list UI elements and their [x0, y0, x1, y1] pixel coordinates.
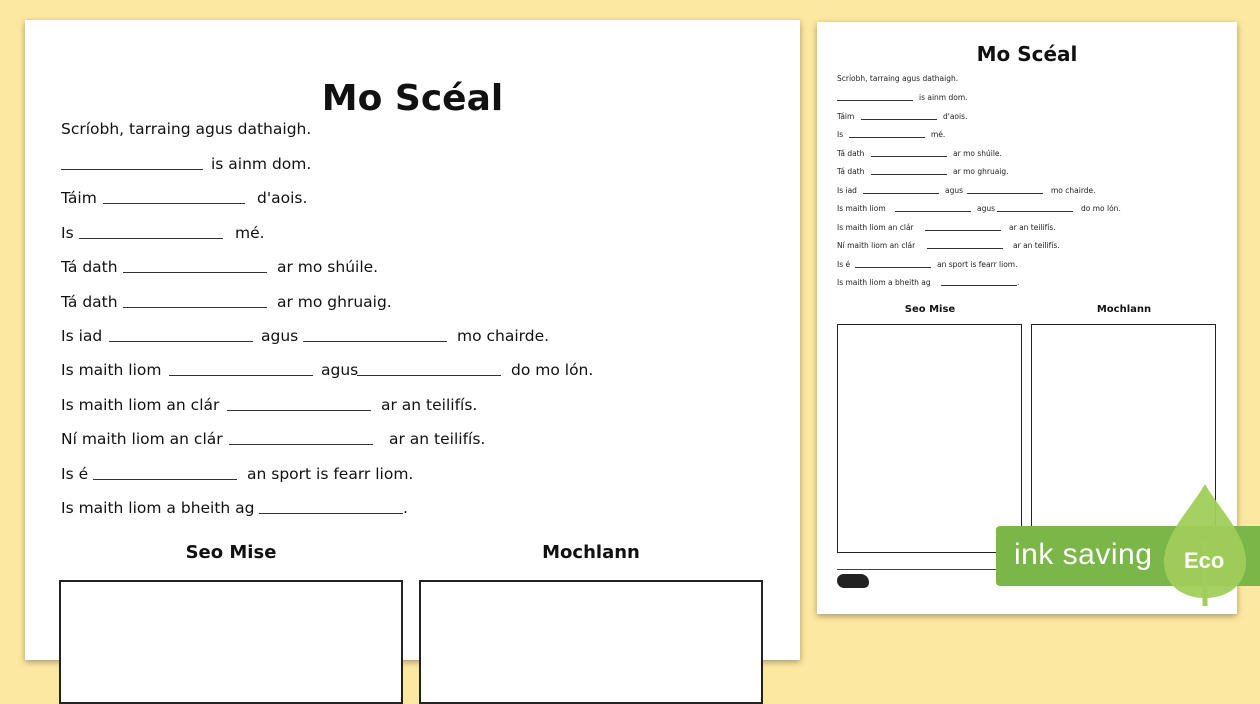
lunch-1-blank-small: [895, 204, 971, 212]
small-line-6-text-b: agus: [945, 186, 964, 195]
drawing-box-seo-mise: [59, 580, 403, 704]
small-line-11-text-a: Is maith liom a bheith ag: [837, 278, 931, 287]
friend-1-blank: [109, 327, 253, 342]
hobby-blank: [259, 499, 403, 514]
hobby-blank-small: [941, 278, 1020, 287]
friend-2-blank: [303, 327, 447, 342]
hair-colour-blank-small: [871, 167, 947, 175]
small-line-2-text-b: d'aois.: [943, 112, 968, 121]
instruction-text: Scríobh, tarraing agus dathaigh.: [61, 120, 312, 138]
box-label-mochlann: Mochlann: [542, 542, 640, 563]
line-8-text-b: ar an teilifís.: [381, 396, 478, 414]
disliked-show-blank: [229, 430, 373, 445]
footer-logo: [837, 574, 869, 588]
box-label-seo-mise-small: Seo Mise: [904, 304, 956, 315]
box-label-seo-mise: Seo Mise: [185, 542, 277, 563]
line-11-text-b: .: [403, 499, 408, 517]
line-7-text-c: do mo lón.: [511, 361, 594, 379]
small-line-6-text-c: mo chairde.: [1051, 186, 1096, 195]
friend-2-blank-small: [967, 186, 1043, 194]
small-line-9-text-b: ar an teilifís.: [1013, 241, 1060, 250]
line-6-text-c: mo chairde.: [457, 327, 550, 345]
eco-leaf-icon: [1160, 482, 1250, 606]
eye-colour-blank-small: [871, 149, 947, 157]
line-4-text-b: ar mo shúile.: [277, 258, 379, 276]
small-line-7-text-a: Is maith liom: [837, 204, 886, 213]
line-9-text-b: ar an teilifís.: [389, 430, 486, 448]
favourite-show-blank-small: [925, 223, 1001, 231]
small-line-1-text: is ainm dom.: [919, 93, 968, 102]
small-line-11-text-b: .: [1017, 278, 1020, 287]
age-blank-small: [861, 112, 937, 120]
lunch-2-blank-small: [997, 204, 1073, 212]
line-6-text-a: Is iad: [61, 327, 103, 345]
small-line-4-text-b: ar mo shúile.: [953, 149, 1002, 158]
eye-colour-blank: [123, 258, 267, 273]
box-label-mochlann-small: Mochlann: [1096, 304, 1152, 315]
worksheet-title: Mo Scéal: [321, 78, 504, 119]
line-8-text-a: Is maith liom an clár: [61, 396, 220, 414]
line-10-text-a: Is é: [61, 465, 89, 483]
small-line-8-text-b: ar an teilifís.: [1009, 223, 1056, 232]
ink-saving-badge: [996, 482, 1260, 606]
line-10-text-b: an sport is fearr liom.: [247, 465, 414, 483]
line-5-text-a: Tá dath: [61, 293, 118, 311]
hair-colour-blank: [123, 293, 267, 308]
instruction-line: [61, 120, 311, 138]
small-line-10-text-a: Is é: [837, 260, 851, 269]
line-4-text-a: Tá dath: [61, 258, 118, 276]
name-blank: [61, 155, 203, 170]
sport-blank-small: [855, 260, 931, 268]
line-6-text-b: agus: [261, 327, 299, 345]
instruction-text-small: Scríobh, tarraing agus dathaigh.: [837, 74, 959, 83]
lunch-1-blank: [169, 361, 313, 376]
line-7-text-b: agus: [321, 361, 359, 379]
line-1-text: is ainm dom.: [211, 155, 312, 173]
small-line-10-text-b: an sport is fearr liom.: [937, 260, 1018, 269]
worksheet-page-large: [25, 20, 800, 660]
line-3-text-b: mé.: [235, 224, 265, 242]
worksheet-title-small: Mo Scéal: [976, 42, 1078, 66]
lunch-2-blank: [357, 361, 501, 376]
line-7-text-a: Is maith liom: [61, 361, 162, 379]
small-line-9-text-a: Ní maith liom an clár: [837, 241, 916, 250]
sport-blank: [93, 465, 237, 480]
small-line-8-text-a: Is maith liom an clár: [837, 223, 914, 232]
age-blank: [103, 189, 245, 204]
eco-label: Eco: [1184, 548, 1225, 573]
instruction-line-small: [837, 74, 958, 83]
small-line-3-text-b: mé.: [931, 130, 946, 139]
line-2-text-a: Táim: [61, 189, 97, 207]
line-9-text-a: Ní maith liom an clár: [61, 430, 223, 448]
line-11-text-a: Is maith liom a bheith ag: [61, 499, 255, 517]
disliked-show-blank-small: [927, 241, 1003, 249]
small-line-7-text-b: agus: [977, 204, 996, 213]
small-line-2-text-a: Táim: [837, 112, 855, 121]
small-line-6-text-a: Is iad: [837, 186, 857, 195]
small-line-5-text-b: ar mo ghruaig.: [953, 167, 1009, 176]
ink-saving-label: ink saving: [1014, 538, 1153, 571]
drawing-box-mochlann: [419, 580, 763, 704]
description-blank: [79, 224, 223, 239]
line-2-text-b: d'aois.: [257, 189, 308, 207]
small-line-3-text-a: Is: [837, 130, 844, 139]
drawing-box-seo-mise-small: [837, 324, 1022, 553]
line-3-text-a: Is: [61, 224, 74, 242]
friend-1-blank-small: [863, 186, 939, 194]
small-line-4-text-a: Tá dath: [837, 149, 865, 158]
small-line-5-text-a: Tá dath: [837, 167, 865, 176]
line-5-text-b: ar mo ghruaig.: [277, 293, 392, 311]
name-blank-small: [837, 93, 913, 101]
small-line-7-text-c: do mo lón.: [1081, 204, 1121, 213]
favourite-show-blank: [227, 396, 371, 411]
description-blank-small: [849, 130, 925, 138]
